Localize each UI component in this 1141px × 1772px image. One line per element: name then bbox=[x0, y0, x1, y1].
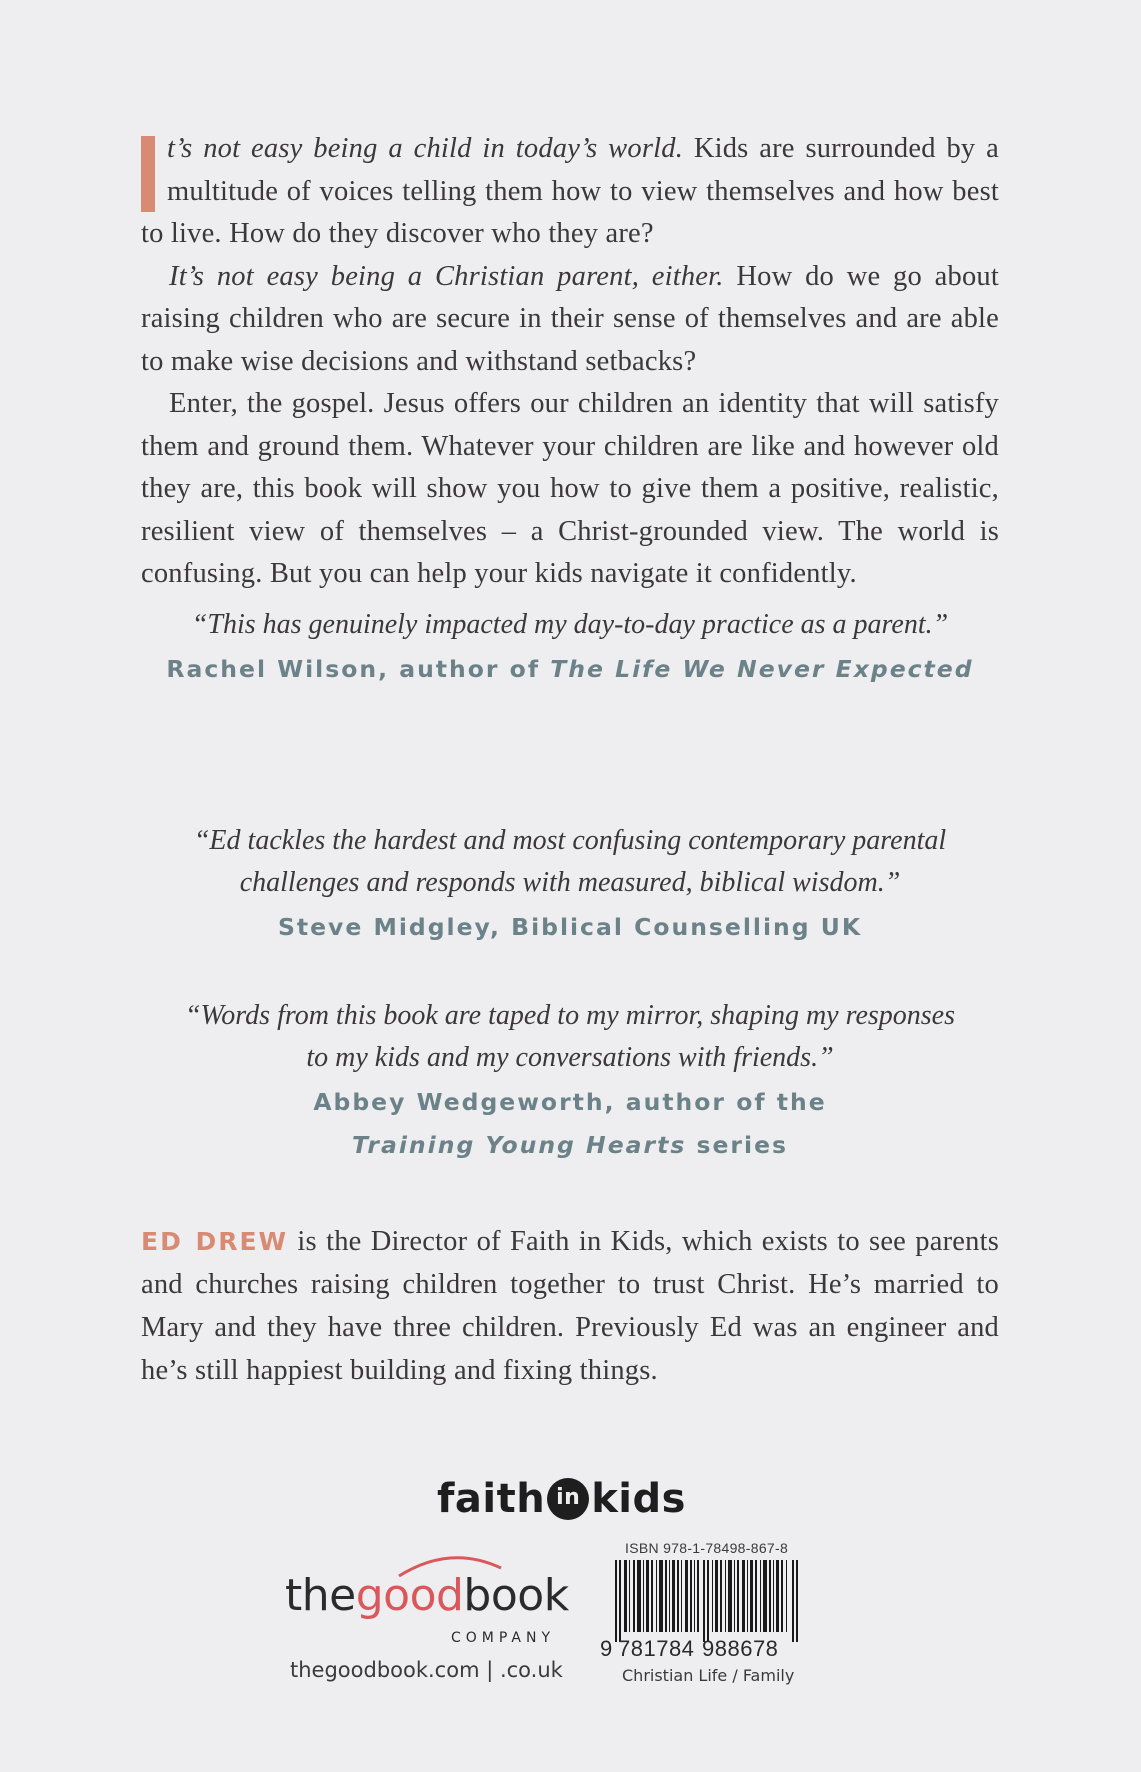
endorsement-attribution-line-1: Abbey Wedgeworth, author of the bbox=[313, 1088, 827, 1116]
endorsement-quote-line-1: “Words from this book are taped to my mirror, shaping my responses bbox=[184, 1000, 955, 1031]
blurb-text: Kids are surrounded by a multitude of voices telling them how to view themselves and how best to live. How do they discover who they are? bbox=[141, 133, 999, 249]
blurb bbox=[141, 128, 999, 596]
endorsement-quote: “This has genuinely impacted my day-to-day practice as a parent.” bbox=[191, 609, 949, 640]
drop-cap-mark bbox=[141, 136, 155, 212]
logo-text: the bbox=[285, 1570, 356, 1621]
attribution-text: Rachel Wilson, author of bbox=[166, 655, 551, 683]
faith-in-kids-logo bbox=[437, 1472, 717, 1526]
logo-text: faith bbox=[437, 1476, 546, 1522]
logo-company-label: COMPANY bbox=[450, 1630, 555, 1646]
blurb-italic-lead: t’s not easy being a child in today’s world. bbox=[167, 133, 684, 164]
endorsement-2 bbox=[120, 820, 1020, 949]
attribution-series-title: Training Young Hearts bbox=[351, 1131, 687, 1159]
isbn-barcode bbox=[600, 1540, 810, 1690]
blurb-italic-lead: It’s not easy being a Christian parent, either. bbox=[169, 260, 724, 292]
isbn-number: ISBN 978-1-78498-867-8 bbox=[625, 1540, 789, 1556]
logo-text: book bbox=[463, 1570, 569, 1621]
blurb-paragraph-2 bbox=[141, 256, 999, 384]
author-name: ED DREW bbox=[141, 1227, 289, 1256]
book-category: Christian Life / Family bbox=[622, 1666, 795, 1685]
barcode-lead-digit: 9 bbox=[600, 1636, 613, 1661]
endorsement-3 bbox=[120, 995, 1020, 1167]
endorsement-quote-line-2: to my kids and my conversations with friends.” bbox=[306, 1042, 834, 1073]
blurb-text: How do we go about raising children who are secure in their sense of themselves and are able to make wise decisions and withstand setbacks? bbox=[141, 260, 999, 377]
barcode-digit-group-2: 988678 bbox=[702, 1636, 779, 1661]
endorsement-1 bbox=[120, 604, 1020, 691]
logo-in-badge: in bbox=[547, 1478, 589, 1520]
endorsement-attribution: Steve Midgley, Biblical Counselling UK bbox=[277, 913, 863, 941]
author-bio-text: is the Director of Faith in Kids, which exists to see parents and churches raising children together to trust Christ. He’s married to Mary and they have three children. Previously Ed was an engineer and he’s still happiest building and fixing things. bbox=[141, 1226, 999, 1386]
author-bio bbox=[141, 1220, 999, 1392]
endorsement-quote-line-1: “Ed tackles the hardest and most confusing contemporary parental bbox=[193, 825, 947, 856]
barcode-bars-icon bbox=[615, 1560, 800, 1642]
blurb-paragraph-3: Enter, the gospel. Jesus offers our children an identity that will satisfy them and ground them. Whatever your children are like and however old they are, this book will show you how to give them a positive, realistic, resilient view of themselves – a Christ-grounded view. The world is confusing. But you can help your kids navigate it confidently. bbox=[141, 388, 999, 589]
publisher-website: thegoodbook.com | .co.uk bbox=[290, 1658, 563, 1682]
endorsement-quote-line-2: challenges and responds with measured, biblical wisdom.” bbox=[239, 867, 901, 898]
endorsement-attribution bbox=[120, 648, 1020, 691]
logo-text: kids bbox=[591, 1476, 686, 1522]
barcode-digit-group-1: 781784 bbox=[618, 1636, 695, 1661]
attribution-text: series bbox=[686, 1131, 789, 1159]
logo-wordmark bbox=[285, 1570, 569, 1621]
logo-text-good: good bbox=[355, 1570, 464, 1621]
attribution-book-title: The Life We Never Expected bbox=[550, 655, 974, 683]
blurb-paragraph-1 bbox=[141, 128, 999, 256]
endorsement-attribution-line-2 bbox=[120, 1124, 1020, 1167]
the-good-book-company-logo bbox=[285, 1550, 569, 1660]
